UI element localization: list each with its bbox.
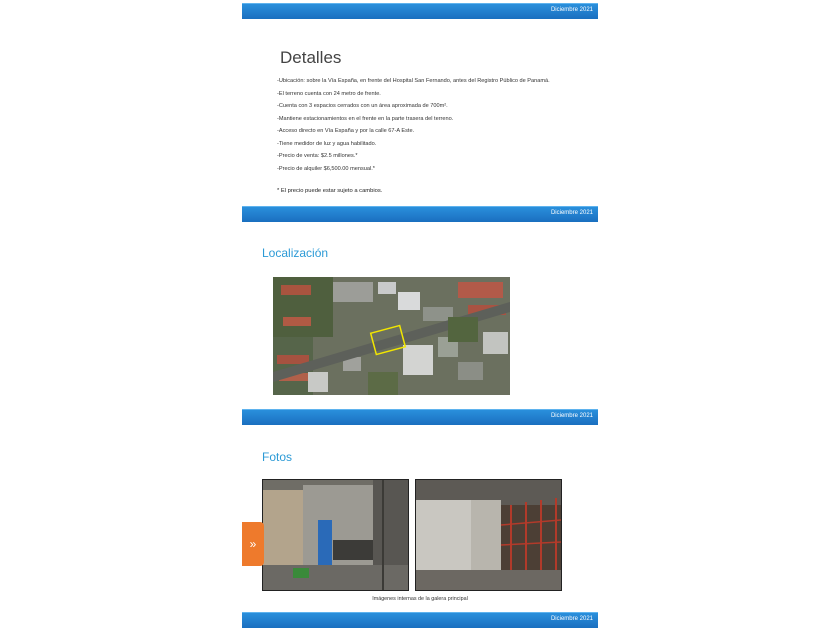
- details-bullet: -Precio de alquiler $6,500.00 mensual.*: [277, 165, 375, 172]
- next-slide-button[interactable]: [242, 522, 264, 566]
- warehouse-photo-1: [262, 479, 409, 591]
- details-bullet: -Ubicación: sobre la Vía España, en frente del Hospital San Fernando, antes del Registro Público de Panamá.: [277, 78, 550, 84]
- details-bullet: -El terreno cuenta con 24 metro de frente.: [277, 90, 381, 97]
- warehouse-photo-2-image: [416, 480, 561, 590]
- photos-title: Fotos: [262, 450, 293, 464]
- header-bar: [242, 3, 598, 19]
- details-list: [277, 78, 587, 178]
- photos-caption: Imágenes internas de la galera principal: [372, 596, 468, 602]
- details-bullet: -Precio de venta: $2.5 millones.*: [277, 153, 358, 159]
- footer-bar: [242, 206, 598, 222]
- date-label: Diciembre 2021: [550, 616, 593, 622]
- price-note: * El precio puede estar sujeto a cambios.: [277, 188, 383, 194]
- date-label: Diciembre 2021: [550, 7, 593, 13]
- footer-bar: [242, 409, 598, 425]
- footer-bar: [242, 612, 598, 628]
- satellite-map: [273, 277, 510, 395]
- details-bullet: -Acceso directo en Vía España y por la calle 67-A Este.: [277, 128, 415, 134]
- details-title: Detalles: [280, 48, 342, 67]
- location-title: Localización: [262, 246, 329, 260]
- double-chevron-right-icon: »: [249, 537, 257, 551]
- warehouse-photo-2: [415, 479, 562, 591]
- warehouse-photo-1-image: [263, 480, 408, 590]
- details-bullet: -Tiene medidor de luz y agua habilitado.: [277, 140, 377, 147]
- details-bullet: -Mantiene estacionamientos en el frente en la parte trasera del terreno.: [277, 115, 454, 122]
- date-label: Diciembre 2021: [550, 210, 593, 216]
- satellite-map-image: [273, 277, 510, 395]
- date-label: Diciembre 2021: [550, 413, 593, 419]
- details-bullet: -Cuenta con 3 espacios cerrados con un área aproximada de 700m².: [277, 103, 448, 109]
